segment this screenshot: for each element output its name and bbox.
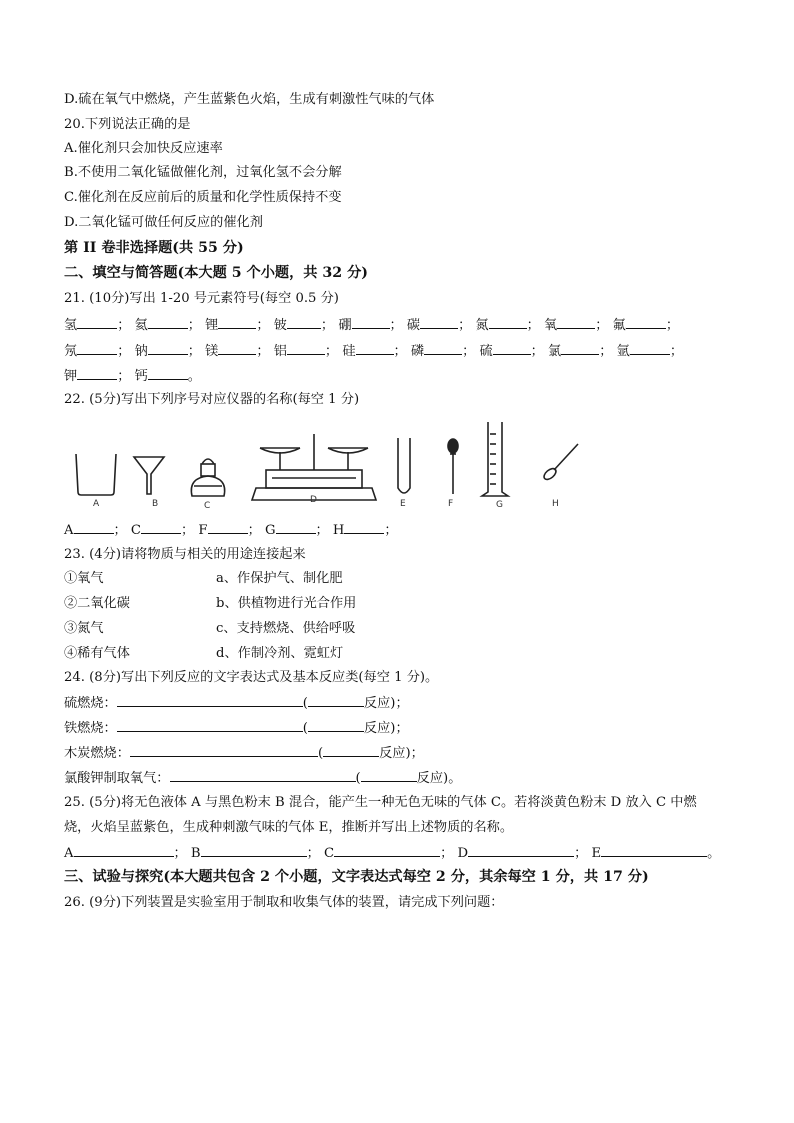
- q23-substance[interactable]: ②二氧化碳: [64, 596, 130, 611]
- element-label: 铝: [273, 344, 287, 359]
- q23-use[interactable]: a、作保护气、制化肥: [216, 571, 343, 586]
- q25-stem-2: 烧，火焰呈蓝紫色，生成种刺激气味的气体 E，推断并写出上述物质的名称。: [64, 820, 514, 835]
- answer-blank[interactable]: [77, 342, 117, 355]
- answer-blank[interactable]: [424, 342, 462, 355]
- apparatus-label-a: A: [93, 499, 100, 509]
- answer-blank[interactable]: [148, 316, 188, 329]
- element-label: 硫: [479, 344, 493, 359]
- element-label: 氮: [475, 318, 489, 333]
- element-label: 氢: [64, 318, 78, 333]
- element-label: 氟: [612, 318, 626, 333]
- q21-row-3: 钾 ； 钙 。: [64, 369, 201, 384]
- q25-stem-1: 25. (5分)将无色液体 A 与黑色粉末 B 混合，能产生一种无色无味的气体 C。若将淡黄色粉末 D 放入 C 中燃: [64, 795, 697, 810]
- element-label: 氖: [64, 344, 78, 359]
- element-label: 锂: [205, 318, 219, 333]
- type-blank[interactable]: [308, 694, 364, 707]
- type-blank[interactable]: [308, 719, 364, 732]
- q20-option-a: A.催化剂只会加快反应速率: [64, 141, 223, 156]
- part-2-heading: 第 II 卷非选择题(共 55 分): [64, 240, 244, 256]
- answer-blank[interactable]: [208, 521, 248, 534]
- answer-blank[interactable]: [356, 342, 394, 355]
- element-label: 钾: [64, 369, 78, 384]
- type-blank[interactable]: [323, 744, 379, 757]
- q23-substance[interactable]: ①氧气: [64, 571, 104, 586]
- answer-blank[interactable]: [626, 316, 666, 329]
- answer-blank[interactable]: [334, 844, 440, 857]
- answer-blank[interactable]: [557, 316, 595, 329]
- q23-use[interactable]: c、支持燃烧、供给呼吸: [216, 621, 356, 636]
- element-label: 磷: [410, 344, 425, 359]
- q23-substance[interactable]: ③氮气: [64, 621, 104, 636]
- element-label: 铍: [273, 318, 287, 333]
- answer-blank[interactable]: [148, 367, 188, 380]
- element-label: 硼: [338, 318, 352, 333]
- answer-blank[interactable]: [489, 316, 527, 329]
- answer-blank[interactable]: [344, 521, 384, 534]
- answer-blank[interactable]: [218, 316, 256, 329]
- q23-stem: 23. (4分)请将物质与相关的用途连接起来: [64, 547, 306, 562]
- equation-blank[interactable]: [170, 769, 356, 782]
- section-3-heading: 三、试验与探究(本大题共包含 2 个小题，文字表达式每空 2 分，其余每空 1 分，共 17 分): [64, 869, 649, 885]
- answer-blank[interactable]: [74, 844, 174, 857]
- lab-apparatus-figure: [64, 414, 584, 514]
- equation-blank[interactable]: [130, 744, 318, 757]
- answer-blank[interactable]: [74, 521, 114, 534]
- q20-option-d: D.二氧化锰可做任何反应的催化剂: [64, 215, 263, 230]
- q26-stem: 26. (9分)下列装置是实验室用于制取和收集气体的装置，请完成下列问题：: [64, 895, 504, 910]
- q20-option-b: B.不使用二氧化锰做催化剂，过氧化氢不会分解: [64, 165, 342, 180]
- answer-blank[interactable]: [561, 342, 599, 355]
- q22-stem: 22. (5分)写出下列序号对应仪器的名称(每空 1 分): [64, 392, 360, 407]
- q23-substance[interactable]: ④稀有气体: [64, 646, 130, 661]
- q21-stem: 21. (10分)写出 1-20 号元素符号(每空 0.5 分): [64, 291, 339, 306]
- answer-blank[interactable]: [218, 342, 256, 355]
- graduated-cylinder-icon: [482, 422, 508, 496]
- test-tube-icon: [398, 438, 410, 493]
- q21-row-1: 氢 ； 氦 ； 锂 ； 铍 ； 硼 ； 碳 ； 氮 ； 氧 ； 氟 ；: [64, 318, 679, 333]
- q23-use[interactable]: d、作制冷剂、霓虹灯: [216, 646, 344, 661]
- q20-stem: 20.下列说法正确的是: [64, 117, 191, 132]
- apparatus-label-h: H: [552, 499, 559, 509]
- dropper-icon: [448, 439, 458, 494]
- q24-reaction-4: 氯酸钾制取氧气： ( 反应)。: [64, 771, 462, 786]
- answer-blank[interactable]: [287, 342, 325, 355]
- answer-blank[interactable]: [77, 316, 117, 329]
- element-label: 氯: [548, 344, 562, 359]
- q21-row-2: 氖 ； 钠 ； 镁 ； 铝 ； 硅 ； 磷 ； 硫 ； 氯 ； 氩 ；: [64, 344, 683, 359]
- element-label: 镁: [205, 344, 219, 359]
- beaker-icon: [76, 454, 116, 495]
- element-label: 氧: [544, 318, 558, 333]
- q23-use[interactable]: b、供植物进行光合作用: [216, 596, 357, 611]
- balance-icon: [252, 434, 376, 500]
- answer-blank[interactable]: [630, 342, 670, 355]
- q22-answers: A ； C ； F ； G ； H ；: [64, 523, 398, 538]
- answer-blank[interactable]: [148, 342, 188, 355]
- spatula-icon: [542, 444, 578, 482]
- answer-blank[interactable]: [201, 844, 307, 857]
- element-label: 氩: [616, 344, 630, 359]
- answer-blank[interactable]: [77, 367, 117, 380]
- answer-blank[interactable]: [287, 316, 321, 329]
- answer-blank[interactable]: [276, 521, 316, 534]
- q20-option-c: C.催化剂在反应前后的质量和化学性质保持不变: [64, 190, 342, 205]
- q24-reaction-2: 铁燃烧： ( 反应)；: [64, 721, 409, 736]
- q19-option-d: D.硫在氧气中燃烧，产生蓝紫色火焰，生成有刺激性气味的气体: [64, 92, 435, 107]
- apparatus-label-e: E: [400, 499, 406, 509]
- q24-reaction-1: 硫燃烧： ( 反应)；: [64, 696, 409, 711]
- q25-answers: A ； B ； C ； D ； E 。: [64, 846, 721, 861]
- answer-blank[interactable]: [468, 844, 574, 857]
- section-2-heading: 二、填空与简答题(本大题 5 个小题，共 32 分): [64, 265, 368, 281]
- apparatus-label-b: B: [152, 499, 159, 509]
- alcohol-lamp-icon: [191, 459, 224, 496]
- answer-blank[interactable]: [420, 316, 458, 329]
- apparatus-label-c: C: [204, 501, 211, 511]
- element-label: 钠: [134, 344, 148, 359]
- answer-blank[interactable]: [141, 521, 181, 534]
- funnel-icon: [134, 457, 164, 494]
- q24-stem: 24. (8分)写出下列反应的文字表达式及基本反应类(每空 1 分)。: [64, 670, 439, 685]
- apparatus-label-d: D: [310, 495, 317, 505]
- equation-blank[interactable]: [117, 719, 303, 732]
- element-label: 钙: [134, 369, 148, 384]
- type-blank[interactable]: [361, 769, 417, 782]
- element-label: 氦: [134, 318, 148, 333]
- answer-blank[interactable]: [493, 342, 531, 355]
- answer-blank[interactable]: [601, 844, 707, 857]
- element-label: 碳: [406, 318, 421, 333]
- q24-reaction-3: 木炭燃烧： ( 反应)；: [64, 746, 424, 761]
- equation-blank[interactable]: [117, 694, 303, 707]
- apparatus-label-g: G: [496, 500, 503, 510]
- answer-blank[interactable]: [352, 316, 390, 329]
- apparatus-label-f: F: [448, 499, 454, 509]
- element-label: 硅: [342, 344, 356, 359]
